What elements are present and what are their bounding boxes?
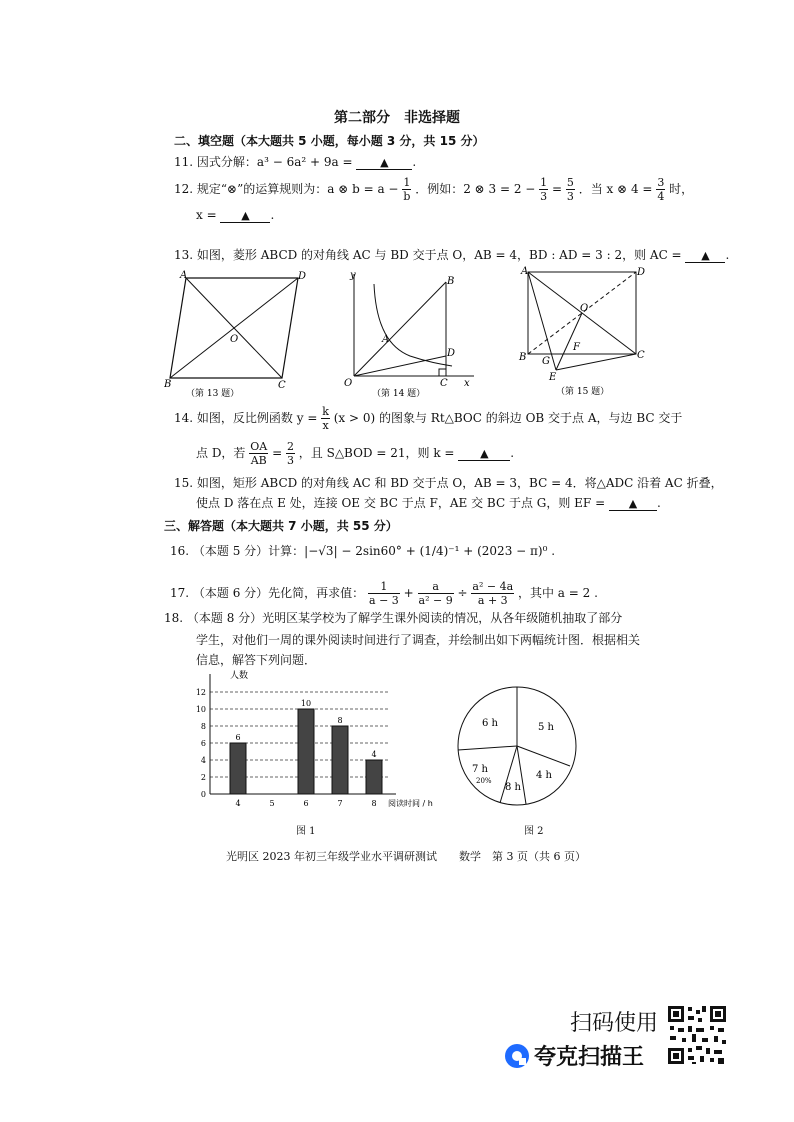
label-a: A [521,266,529,277]
question-18-line3: 信息，解答下列问题． [196,653,317,667]
label-f: F [573,342,580,353]
answer-blank[interactable]: ▲ [356,156,412,170]
denominator: a + 3 [477,594,508,607]
brand-name: 夸克扫描王 [534,1045,645,1070]
numerator: 3 [657,176,665,189]
numerator: 1 [403,176,411,189]
label-a: A [382,334,390,345]
x-tick-label: 7 [337,799,343,808]
numerator: k [322,405,329,418]
diagonal-bd [170,278,298,378]
denominator: 3 [540,190,548,203]
period: . [510,446,515,460]
bar-8h [366,760,382,794]
question-14-line2 [196,440,514,467]
slice-label-6h: 6 h [482,718,498,729]
question-number: 12. [174,182,194,196]
slice-label-8h: 8 h [505,782,521,793]
period: . [412,155,417,169]
bar-data-label: 6 [235,733,241,742]
question-text: 使点 D 落在点 E 处，连接 OE 交 BC 于点 F，AE 交 BC 于点 G，则 EF = [196,496,606,510]
label-b: B [447,276,455,287]
question-15 [174,474,723,491]
brand-logo [504,1040,644,1071]
slice-percent-7h: 20% [476,777,492,785]
fraction [402,176,411,203]
question-text: x = [196,208,217,222]
question-18 [164,609,622,626]
label-c: C [637,350,645,361]
x-tick-label: 6 [303,799,309,808]
y-axis-label: 人数 [230,671,249,681]
figure-15-rectangle [516,266,656,402]
question-text: 如图，反比例函数 y = [196,411,318,425]
question-text: ．例如：2 ⊗ 3 = 2 − [415,182,536,196]
bar-chart-reading-time [190,666,440,816]
denominator: 3 [286,454,294,467]
question-number: 18. [164,611,184,625]
fraction [656,176,665,203]
numerator: OA [250,440,268,453]
denominator: a² − 9 [418,594,453,607]
right-angle-mark [439,369,446,376]
question-number: 11. [174,155,194,169]
question-16 [170,542,555,559]
bar-data-label: 4 [371,750,377,759]
numerator: 1 [368,580,400,594]
bar-4h [230,743,246,794]
line-ec [556,354,636,370]
question-text: ．当 x ⊗ 4 = [578,182,653,196]
bar-data-label: 10 [300,699,312,708]
operator: ÷ [457,586,468,600]
fraction [471,580,514,607]
question-text: 因式分解：a³ − 6a² + 9a = [196,155,353,169]
answer-blank[interactable]: ▲ [220,209,270,223]
question-text: 如图，矩形 ABCD 的对角线 AC 和 BD 交于点 O，AB = 3，BC = 4．将△ADC 沿着 AC 折叠， [196,476,723,490]
fraction [368,580,400,607]
question-text: ，其中 a = 2 . [517,586,598,600]
question-18-line2: 学生，对他们一周的课外阅读时间进行了调查，并绘制出如下两幅统计图．根据相关 [196,633,641,647]
fraction [249,440,268,467]
question-text: （本题 8 分）光明区某学校为了解学生课外阅读的情况，从各年级随机抽取了部分 [186,611,623,625]
slice-divider [458,746,517,750]
answer-blank[interactable]: ▲ [685,249,725,263]
question-number: 13. [174,248,194,262]
scan-to-use-text: 扫码使用 [570,1011,659,1036]
answer-blank[interactable]: ▲ [609,497,657,511]
fraction [321,405,330,432]
figure-14-graph [340,268,480,400]
bar-6h [298,709,314,794]
question-12 [174,176,693,203]
question-11 [174,153,416,170]
slice-label-7h: 7 h [472,764,488,775]
bar-7h [332,726,348,794]
slice-divider [500,746,517,803]
slice-divider [517,746,570,766]
equals: = [552,182,563,196]
numerator: a² − 4a [472,580,514,593]
denominator: a − 3 [369,594,399,607]
question-15-line2 [196,494,661,511]
label-y: y [350,270,356,281]
label-e: E [549,372,557,383]
fraction [286,440,295,467]
question-number: 14. [174,411,194,425]
question-text: 点 D，若 [196,446,246,460]
label-o: O [344,378,353,389]
label-b: B [164,379,172,390]
y-tick-label: 6 [200,739,206,748]
question-13 [174,246,729,263]
denominator: AB [250,454,267,467]
figure-caption: （第 13 题） [186,389,240,399]
chart-caption-2: 图 2 [524,826,544,837]
denominator: x [322,419,329,432]
label-d: D [637,267,646,278]
slice-label-4h: 4 h [536,770,552,781]
denominator: 4 [657,190,665,203]
period: . [270,208,275,222]
bar-data-label: 8 [337,716,343,725]
section-title: 第二部分 非选择题 [334,110,460,126]
label-g: G [542,356,550,367]
label-d: D [298,271,307,282]
x-tick-label: 4 [235,799,241,808]
y-tick-label: 10 [195,705,206,714]
label-d: D [447,348,456,359]
slice-label-5h: 5 h [538,722,554,733]
y-tick-label: 4 [200,756,206,765]
hyperbola-curve [374,284,452,366]
question-text: 时， [669,182,694,196]
question-number: 17. [170,586,190,600]
answer-blank[interactable]: ▲ [458,447,510,461]
fraction [539,176,548,203]
numerator: a [418,580,454,594]
x-tick-label: 8 [371,799,377,808]
bars [230,699,382,794]
question-text: ，且 S△BOD = 21，则 k = [298,446,455,460]
denominator: b [403,190,411,203]
question-14 [174,405,682,432]
question-text: (x > 0) 的图象与 Rt△BOC 的斜边 OB 交于点 A，与边 BC 交于 [333,411,683,425]
label-b: B [519,352,527,363]
x-tick-labels [235,799,376,808]
question-number: 16. [170,544,190,558]
line-od [354,356,446,376]
period: . [725,248,730,262]
numerator: 1 [540,176,548,189]
section-heading-fill: 二、填空题（本大题共 5 小题，每小题 3 分，共 15 分） [174,134,485,148]
label-c: C [278,380,286,391]
x-tick-label: 5 [269,799,275,808]
chart-caption-1: 图 1 [296,826,316,837]
quark-logo-icon [504,1043,530,1069]
period: . [656,496,661,510]
qr-code-icon[interactable] [666,1004,728,1066]
question-text: （本题 5 分）计算：|−√3| − 2sin60° + (1/4)⁻¹ + (2023 − π)⁰ . [192,544,556,558]
question-17 [170,580,598,607]
y-tick-label: 8 [200,722,206,731]
question-12-line2 [196,208,274,223]
y-tick-labels [196,688,206,799]
question-text: 规定“⊗”的运算规则为：a ⊗ b = a − [196,182,399,196]
numerator: 5 [566,176,574,189]
figure-caption: （第 15 题） [556,387,610,397]
equals: = [272,446,283,460]
section-heading-solve: 三、解答题（本大题共 7 小题，共 55 分） [164,519,398,533]
operator: + [403,586,414,600]
y-tick-label: 2 [200,773,206,782]
y-tick-label: 12 [195,688,206,697]
figure-13-rhombus [164,268,314,400]
figure-caption: （第 14 题） [372,389,426,399]
label-o: O [230,334,239,345]
x-axis-label: 阅读时间 / h [388,799,433,808]
numerator: 2 [286,440,294,453]
label-a: A [180,270,188,281]
page-footer: 光明区 2023 年初三年级学业水平调研测试 数学 第 3 页（共 6 页） [226,850,586,863]
label-c: C [440,378,448,389]
y-tick-label: 0 [200,790,206,799]
question-number: 15. [174,476,194,490]
label-o: O [580,303,589,314]
slice-divider [517,746,526,804]
label-x: x [464,378,470,389]
denominator: 3 [566,190,574,203]
question-text: 如图，菱形 ABCD 的对角线 AC 与 BD 交于点 O，AB = 4，BD : AD = 3 : 2，则 AC = [196,248,682,262]
question-text: （本题 6 分）先化简，再求值： [192,586,365,600]
fraction [566,176,575,203]
pie-chart-reading-time [452,670,582,810]
fraction [418,580,454,607]
